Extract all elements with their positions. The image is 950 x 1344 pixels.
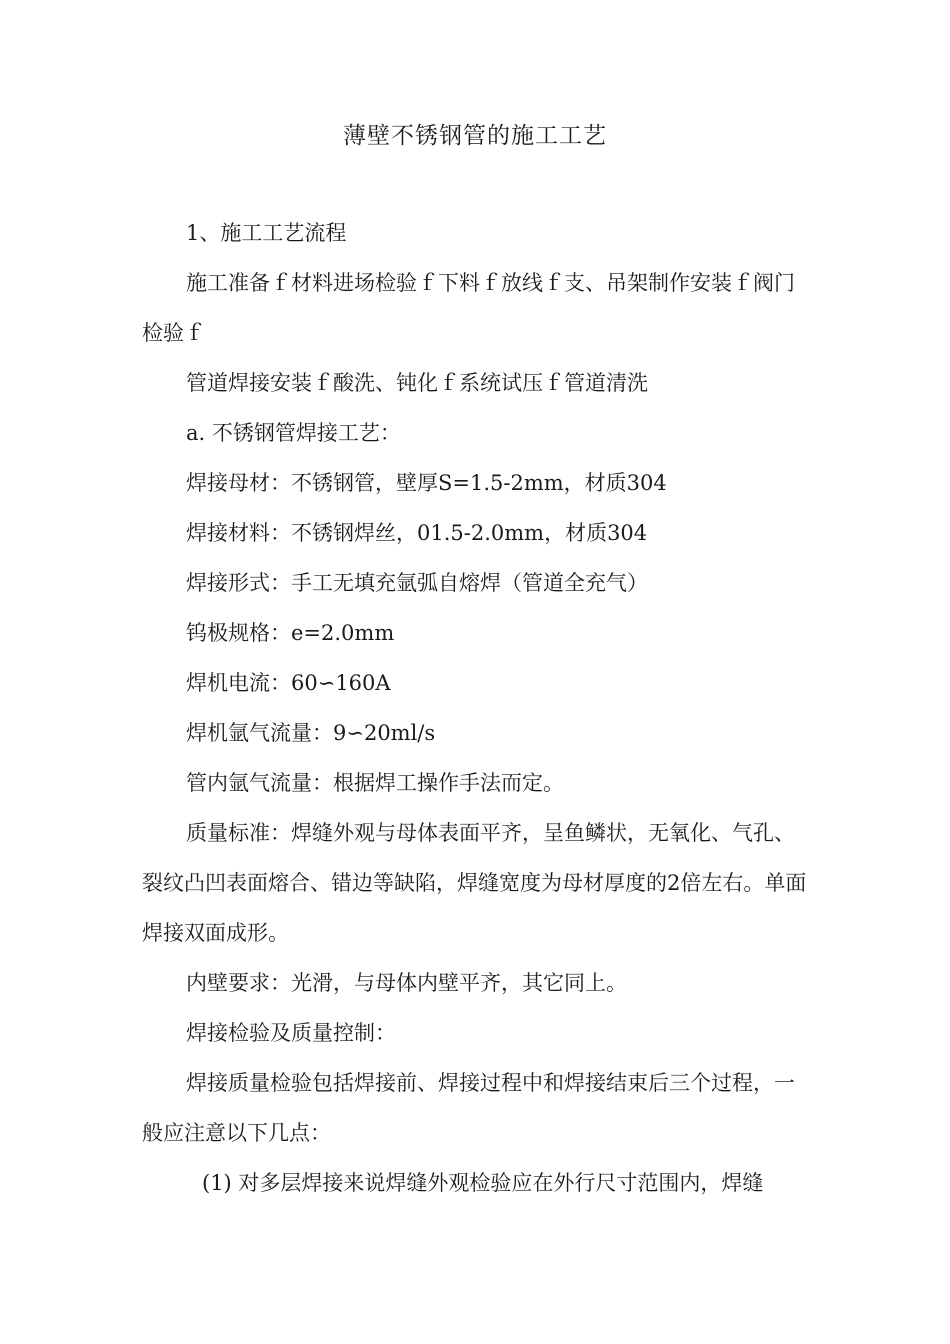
paragraph-inspection-heading: 焊接检验及质量控制： [186,1021,396,1045]
document-body [142,208,812,1208]
paragraph-inspection-intro: 焊接质量检验包括焊接前、焊接过程中和焊接结束后三个过程，一般应注意以下几点： [142,1071,795,1145]
paragraph-welding-form: 焊接形式：手工无填充氩弧自熔焊（管道全充气） [186,571,648,595]
paragraph-inner-argon-flow: 管内氩气流量：根据焊工操作手法而定。 [186,771,564,795]
paragraph-electrode-spec: 钨极规格：e=2.0mm [186,621,395,645]
subsection-heading: a. 不锈钢管焊接工艺： [186,421,401,445]
paragraph-welding-material: 焊接材料：不锈钢焊丝，01.5-2.0mm，材质304 [186,521,648,545]
paragraph-process-flow-continued: 管道焊接安装ｆ酸洗、钝化ｆ系统试压ｆ管道清洗 [186,371,648,395]
paragraph-welding-current: 焊机电流：60∽160A [186,671,391,695]
document-title: 薄壁不锈钢管的施工工艺 [343,123,607,149]
paragraph-quality-standard: 质量标准：焊缝外观与母体表面平齐，呈鱼鳞状，无氧化、气孔、裂纹凸凹表面熔合、错边等缺陷，焊缝宽度为母材厚度的2倍左右。单面焊接双面成形。 [142,821,807,945]
list-item: (1) 对多层焊接来说焊缝外观检验应在外行尺寸范围内，焊缝 [202,1171,764,1195]
section-heading: 1、施工工艺流程 [186,221,347,245]
paragraph-base-material: 焊接母材：不锈钢管，壁厚S=1.5-2mm，材质304 [186,471,667,495]
paragraph-process-flow: 施工准备ｆ材料进场检验ｆ下料ｆ放线ｆ支、吊架制作安装ｆ阀门检验ｆ [142,271,795,345]
paragraph-argon-flow: 焊机氩气流量：9∽20ml/s [186,721,436,745]
paragraph-inner-wall: 内壁要求：光滑，与母体内壁平齐，其它同上。 [186,971,627,995]
